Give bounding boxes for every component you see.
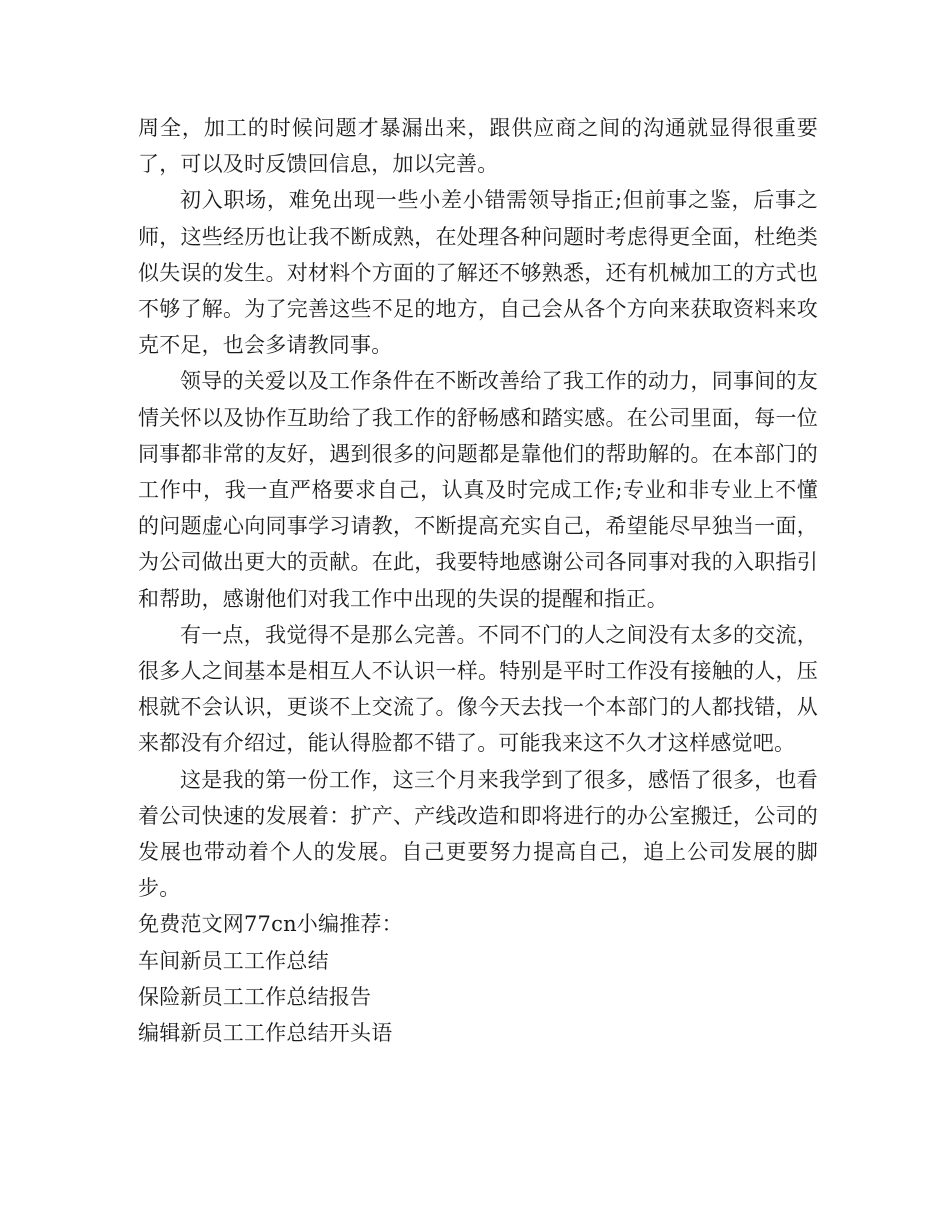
- paragraph: 领导的关爱以及工作条件在不断改善给了我工作的动力，同事间的友情关怀以及协作互助给了我工作的舒畅感和踏实感。在公司里面，每一位同事都非常的友好，遇到很多的问题都是靠他们的帮助解的。在本部门的工作中，我一直严格要求自己，认真及时完成工作;专业和非专业上不懂的问题虚心向同事学习请教，不断提高充实自己，希望能尽早独当一面，为公司做出更大的贡献。在此，我要特地感谢公司各同事对我的入职指引和帮助，感谢他们对我工作中出现的失误的提醒和指正。: [138, 369, 818, 611]
- recommend-link[interactable]: 车间新员工工作总结: [138, 948, 329, 973]
- paragraph-continuation: 周全，加工的时候问题才暴漏出来，跟供应商之间的沟通就显得很重要了，可以及时反馈回信息，加以完善。: [138, 116, 818, 177]
- recommend-list: [138, 943, 818, 1052]
- paragraph: 初入职场，难免出现一些小差小错需领导指正;但前事之鉴，后事之师，这些经历也让我不断成熟，在处理各种问题时考虑得更全面，杜绝类似失误的发生。对材料个方面的了解还不够熟悉，还有机械加工的方式也不够了解。为了完善这些不足的地方，自己会从各个方向来获取资料来攻克不足，也会多请教同事。: [138, 188, 818, 358]
- recommend-link[interactable]: 保险新员工工作总结报告: [138, 984, 372, 1009]
- recommend-heading: 免费范文网77cn小编推荐：: [138, 912, 403, 937]
- recommend-link[interactable]: 编辑新员工工作总结开头语: [138, 1021, 393, 1046]
- paragraph: 这是我的第一份工作，这三个月来我学到了很多，感悟了很多，也看着公司快速的发展着：扩产、产线改造和即将进行的办公室搬迁，公司的发展也带动着个人的发展。自己更要努力提高自己，追上公司发展的脚步。: [138, 767, 818, 901]
- paragraph: 有一点，我觉得不是那么完善。不同不门的人之间没有太多的交流，很多人之间基本是相互人不认识一样。特别是平时工作没有接触的人，压根就不会认识，更谈不上交流了。像今天去找一个本部门的人都找错，从来都没有介绍过，能认得脸都不错了。可能我来这不久才这样感觉吧。: [138, 622, 818, 756]
- document-body: [138, 110, 818, 1051]
